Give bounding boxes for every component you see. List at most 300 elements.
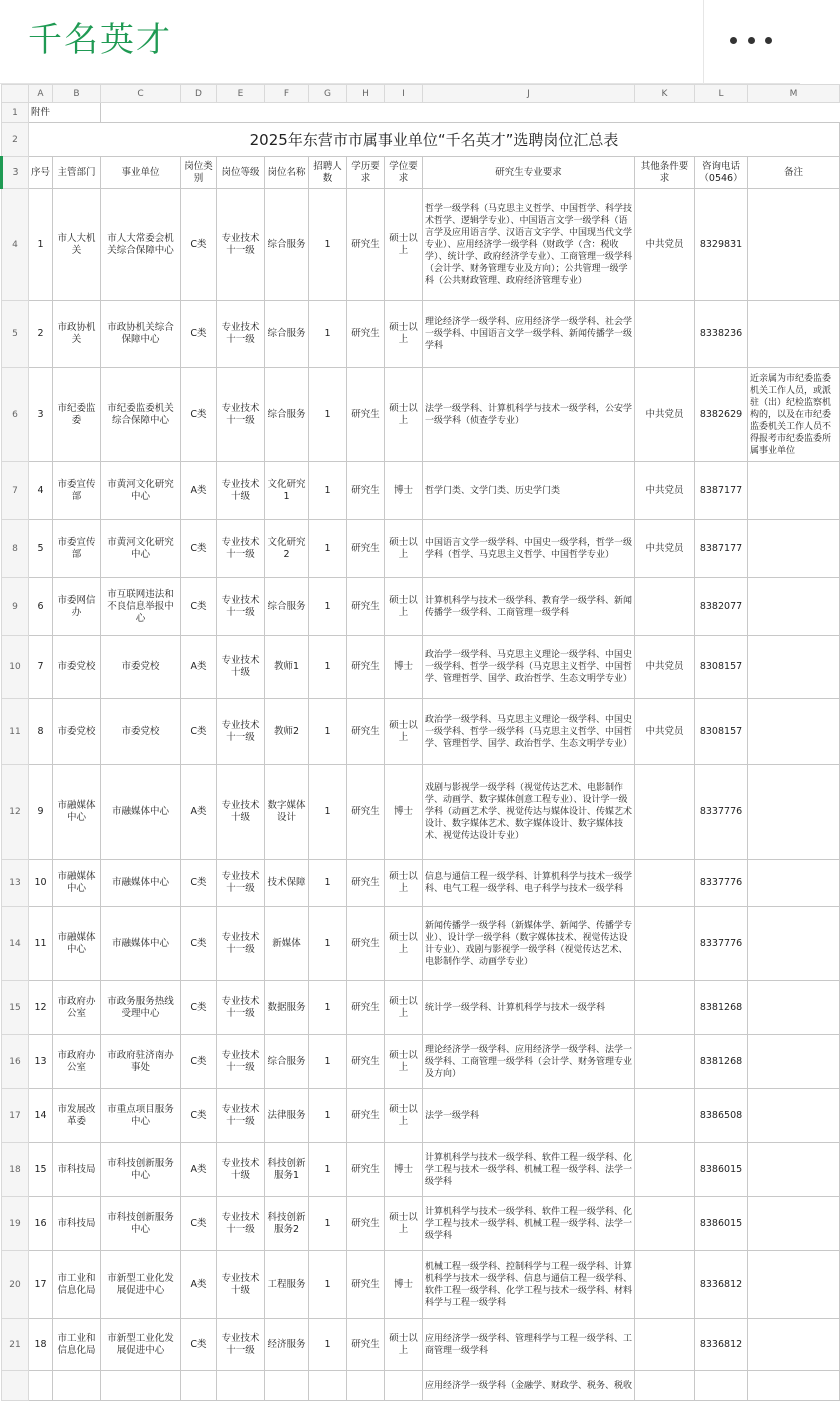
cell-note[interactable] — [748, 907, 840, 981]
cell-major[interactable]: 应用经济学一级学科（金融学、财政学、税务、税收 — [423, 1371, 635, 1401]
cell-note[interactable] — [748, 520, 840, 578]
cell-num[interactable]: 1 — [309, 1035, 347, 1089]
cell-other[interactable]: 中共党员 — [635, 699, 695, 765]
cell-phone[interactable]: 8387177 — [695, 462, 748, 520]
header-cell[interactable]: 事业单位 — [101, 157, 181, 189]
cell-unit[interactable]: 市黄河文化研究中心 — [101, 462, 181, 520]
cell-unit[interactable]: 市委党校 — [101, 699, 181, 765]
row-number[interactable]: 18 — [2, 1143, 29, 1197]
column-letter[interactable]: I — [385, 85, 423, 103]
column-letter[interactable]: F — [265, 85, 309, 103]
cell-other[interactable] — [635, 1371, 695, 1401]
cell-edu[interactable]: 研究生 — [347, 1143, 385, 1197]
cell-num[interactable]: 1 — [309, 981, 347, 1035]
cell-level[interactable]: 专业技术十一级 — [217, 907, 265, 981]
cell-cat[interactable]: A类 — [181, 462, 217, 520]
cell-cat[interactable]: C类 — [181, 907, 217, 981]
cell-num[interactable]: 1 — [309, 860, 347, 907]
cell-degree[interactable] — [385, 1371, 423, 1401]
cell-level[interactable]: 专业技术十一级 — [217, 1035, 265, 1089]
cell-no[interactable]: 13 — [29, 1035, 53, 1089]
cell-edu[interactable]: 研究生 — [347, 1251, 385, 1319]
header-cell[interactable]: 备注 — [748, 157, 840, 189]
cell-degree[interactable]: 硕士以上 — [385, 520, 423, 578]
cell-level[interactable]: 专业技术十一级 — [217, 981, 265, 1035]
cell-major[interactable]: 法学一级学科 — [423, 1089, 635, 1143]
cell-post[interactable]: 法律服务 — [265, 1089, 309, 1143]
cell-level[interactable]: 专业技术十级 — [217, 1251, 265, 1319]
cell-no[interactable]: 18 — [29, 1319, 53, 1371]
cell-other[interactable] — [635, 981, 695, 1035]
cell-other[interactable] — [635, 301, 695, 368]
cell-other[interactable] — [635, 578, 695, 636]
column-letter[interactable]: J — [423, 85, 635, 103]
cell-major[interactable]: 信息与通信工程一级学科、计算机科学与技术一级学科、电气工程一级学科、电子科学与技术一级学科 — [423, 860, 635, 907]
cell-no[interactable]: 2 — [29, 301, 53, 368]
header-cell[interactable]: 岗位类别 — [181, 157, 217, 189]
cell-post[interactable]: 科技创新服务2 — [265, 1197, 309, 1251]
cell-no[interactable]: 7 — [29, 636, 53, 699]
row-number[interactable]: 13 — [2, 860, 29, 907]
cell-no[interactable]: 17 — [29, 1251, 53, 1319]
column-letter[interactable]: H — [347, 85, 385, 103]
cell-no[interactable] — [29, 1371, 53, 1401]
cell-major[interactable]: 新闻传播学一级学科（新媒体学、新闻学、传播学专业）、设计学一级学科（数字媒体技术、视觉传达设计专业）、戏剧与影视学一级学科（视觉传达艺术、电影制作学、动画学专业） — [423, 907, 635, 981]
header-cell[interactable]: 主管部门 — [53, 157, 101, 189]
cell-major[interactable]: 政治学一级学科、马克思主义理论一级学科、中国史一级学科、哲学一级学科（马克思主义哲学、中国哲学、管理哲学、国学、政治哲学、生态文明学专业） — [423, 636, 635, 699]
cell-degree[interactable]: 硕士以上 — [385, 1197, 423, 1251]
cell-phone[interactable]: 8329831 — [695, 189, 748, 301]
cell-no[interactable]: 3 — [29, 368, 53, 462]
cell-degree[interactable]: 硕士以上 — [385, 301, 423, 368]
cell-other[interactable]: 中共党员 — [635, 189, 695, 301]
cell-phone[interactable]: 8336812 — [695, 1319, 748, 1371]
header-cell[interactable]: 岗位名称 — [265, 157, 309, 189]
cell-edu[interactable]: 研究生 — [347, 907, 385, 981]
cell-cat[interactable]: C类 — [181, 1197, 217, 1251]
column-letter[interactable]: K — [635, 85, 695, 103]
cell-cat[interactable]: C类 — [181, 699, 217, 765]
cell-major[interactable]: 计算机科学与技术一级学科、教育学一级学科、新闻传播学一级学科、工商管理一级学科 — [423, 578, 635, 636]
cell-dept[interactable]: 市委党校 — [53, 636, 101, 699]
cell-cat[interactable]: A类 — [181, 1251, 217, 1319]
cell-num[interactable]: 1 — [309, 301, 347, 368]
cell-other[interactable]: 中共党员 — [635, 368, 695, 462]
cell-level[interactable]: 专业技术十一级 — [217, 1319, 265, 1371]
cell-major[interactable]: 理论经济学一级学科、应用经济学一级学科、社会学一级学科、中国语言文学一级学科、新闻传播学一级学科 — [423, 301, 635, 368]
cell-degree[interactable]: 博士 — [385, 462, 423, 520]
cell-dept[interactable]: 市委宣传部 — [53, 520, 101, 578]
cell-degree[interactable]: 硕士以上 — [385, 368, 423, 462]
row-number[interactable]: 15 — [2, 981, 29, 1035]
cell-cat[interactable]: C类 — [181, 368, 217, 462]
cell-unit[interactable]: 市委党校 — [101, 636, 181, 699]
cell-phone[interactable]: 8386508 — [695, 1089, 748, 1143]
cell-cat[interactable]: C类 — [181, 860, 217, 907]
cell-cat[interactable]: C类 — [181, 301, 217, 368]
cell-unit[interactable]: 市纪委监委机关综合保障中心 — [101, 368, 181, 462]
cell-cat[interactable]: C类 — [181, 189, 217, 301]
cell-unit[interactable]: 市黄河文化研究中心 — [101, 520, 181, 578]
header-cell[interactable]: 学历要求 — [347, 157, 385, 189]
cell-cat[interactable]: A类 — [181, 1143, 217, 1197]
cell-unit[interactable]: 市科技创新服务中心 — [101, 1197, 181, 1251]
cell-num[interactable]: 1 — [309, 1251, 347, 1319]
cell-degree[interactable]: 博士 — [385, 1143, 423, 1197]
row-number[interactable]: 16 — [2, 1035, 29, 1089]
cell-level[interactable]: 专业技术十一级 — [217, 301, 265, 368]
cell-degree[interactable]: 硕士以上 — [385, 860, 423, 907]
cell-unit[interactable]: 市新型工业化发展促进中心 — [101, 1319, 181, 1371]
cell-level[interactable]: 专业技术十一级 — [217, 578, 265, 636]
cell-level[interactable]: 专业技术十级 — [217, 1143, 265, 1197]
row-number[interactable]: 11 — [2, 699, 29, 765]
cell-phone[interactable]: 8387177 — [695, 520, 748, 578]
cell-no[interactable]: 4 — [29, 462, 53, 520]
cell-edu[interactable]: 研究生 — [347, 636, 385, 699]
cell-unit[interactable]: 市政协机关综合保障中心 — [101, 301, 181, 368]
cell-major[interactable]: 哲学一级学科（马克思主义哲学、中国哲学、科学技术哲学、逻辑学专业）、中国语言文学一级学科（语言学及应用语言学、汉语言文字学、中国现当代文学专业）、应用经济学一级学科（财政学（含：税收学）、统计学、政府经济学专业）、工商管理一级学科（会计学、财务管理专业及方向）；公共管理一级学科（公共财政管理、政府经济管理专业） — [423, 189, 635, 301]
cell-dept[interactable]: 市工业和信息化局 — [53, 1251, 101, 1319]
cell-dept[interactable]: 市委宣传部 — [53, 462, 101, 520]
header-cell[interactable]: 招聘人数 — [309, 157, 347, 189]
cell-phone[interactable]: 8381268 — [695, 1035, 748, 1089]
cell-edu[interactable]: 研究生 — [347, 1197, 385, 1251]
cell-edu[interactable]: 研究生 — [347, 189, 385, 301]
cell-major[interactable]: 法学一级学科、计算机科学与技术一级学科，公安学一级学科（侦查学专业） — [423, 368, 635, 462]
cell-other[interactable]: 中共党员 — [635, 520, 695, 578]
cell-num[interactable]: 1 — [309, 520, 347, 578]
cell-post[interactable]: 文化研究2 — [265, 520, 309, 578]
cell-level[interactable]: 专业技术十级 — [217, 462, 265, 520]
cell-degree[interactable]: 硕士以上 — [385, 578, 423, 636]
cell-other[interactable] — [635, 907, 695, 981]
row-number[interactable]: 3 — [2, 157, 29, 189]
sheet-title[interactable]: 2025年东营市市属事业单位“千名英才”选聘岗位汇总表 — [29, 123, 840, 157]
cell-degree[interactable]: 硕士以上 — [385, 1035, 423, 1089]
cell-num[interactable]: 1 — [309, 765, 347, 860]
header-cell[interactable]: 学位要求 — [385, 157, 423, 189]
cell-dept[interactable]: 市融媒体中心 — [53, 860, 101, 907]
row-number[interactable] — [2, 1371, 29, 1401]
column-letter[interactable]: C — [101, 85, 181, 103]
cell-dept[interactable]: 市发展改革委 — [53, 1089, 101, 1143]
column-letter[interactable]: G — [309, 85, 347, 103]
cell-unit[interactable]: 市融媒体中心 — [101, 907, 181, 981]
cell-unit[interactable]: 市新型工业化发展促进中心 — [101, 1251, 181, 1319]
cell-other[interactable] — [635, 1197, 695, 1251]
cell-unit[interactable]: 市政府驻济南办事处 — [101, 1035, 181, 1089]
column-letter[interactable]: B — [53, 85, 101, 103]
cell-phone[interactable]: 8308157 — [695, 699, 748, 765]
cell-level[interactable]: 专业技术十一级 — [217, 860, 265, 907]
cell-edu[interactable] — [347, 1371, 385, 1401]
cell-num[interactable]: 1 — [309, 636, 347, 699]
cell-other[interactable] — [635, 1089, 695, 1143]
cell-edu[interactable]: 研究生 — [347, 1089, 385, 1143]
cell-cat[interactable] — [181, 1371, 217, 1401]
cell-no[interactable]: 15 — [29, 1143, 53, 1197]
cell-other[interactable] — [635, 1319, 695, 1371]
cell-note[interactable] — [748, 981, 840, 1035]
cell-dept[interactable]: 市科技局 — [53, 1197, 101, 1251]
cell-num[interactable]: 1 — [309, 1197, 347, 1251]
cell-unit[interactable]: 市政务服务热线受理中心 — [101, 981, 181, 1035]
row-number[interactable]: 5 — [2, 301, 29, 368]
cell-note[interactable] — [748, 699, 840, 765]
row-number[interactable]: 9 — [2, 578, 29, 636]
cell-num[interactable]: 1 — [309, 1089, 347, 1143]
cell-note[interactable] — [748, 1319, 840, 1371]
row-number[interactable]: 10 — [2, 636, 29, 699]
cell-other[interactable] — [635, 1143, 695, 1197]
cell-phone[interactable]: 8381268 — [695, 981, 748, 1035]
cell-dept[interactable]: 市政府办公室 — [53, 1035, 101, 1089]
cell-post[interactable]: 工程服务 — [265, 1251, 309, 1319]
header-cell[interactable]: 其他条件要求 — [635, 157, 695, 189]
header-cell[interactable]: 序号 — [29, 157, 53, 189]
cell-note[interactable] — [748, 462, 840, 520]
cell-no[interactable]: 5 — [29, 520, 53, 578]
cell-note[interactable] — [748, 636, 840, 699]
cell-edu[interactable]: 研究生 — [347, 765, 385, 860]
cell-note[interactable] — [748, 1251, 840, 1319]
header-cell[interactable]: 研究生专业要求 — [423, 157, 635, 189]
row-number[interactable]: 8 — [2, 520, 29, 578]
row-number[interactable]: 2 — [2, 123, 29, 157]
header-cell[interactable]: 岗位等级 — [217, 157, 265, 189]
cell-dept[interactable] — [53, 1371, 101, 1401]
cell-phone[interactable]: 8382077 — [695, 578, 748, 636]
cell-phone[interactable]: 8308157 — [695, 636, 748, 699]
cell-unit[interactable]: 市科技创新服务中心 — [101, 1143, 181, 1197]
cell-post[interactable]: 综合服务 — [265, 368, 309, 462]
cell-note[interactable] — [748, 765, 840, 860]
cell-post[interactable]: 数字媒体设计 — [265, 765, 309, 860]
cell-cat[interactable]: C类 — [181, 1089, 217, 1143]
column-letter[interactable]: M — [748, 85, 840, 103]
cell-num[interactable]: 1 — [309, 578, 347, 636]
row-number[interactable]: 21 — [2, 1319, 29, 1371]
cell-edu[interactable]: 研究生 — [347, 699, 385, 765]
row-number[interactable]: 20 — [2, 1251, 29, 1319]
cell-unit[interactable]: 市重点项目服务中心 — [101, 1089, 181, 1143]
cell-num[interactable] — [309, 1371, 347, 1401]
cell-cat[interactable]: C类 — [181, 520, 217, 578]
cell-num[interactable]: 1 — [309, 462, 347, 520]
cell-num[interactable]: 1 — [309, 189, 347, 301]
cell-cat[interactable]: A类 — [181, 765, 217, 860]
cell-edu[interactable]: 研究生 — [347, 462, 385, 520]
column-letter[interactable]: E — [217, 85, 265, 103]
column-letter[interactable]: L — [695, 85, 748, 103]
row-number[interactable]: 17 — [2, 1089, 29, 1143]
row-number[interactable]: 19 — [2, 1197, 29, 1251]
cell-post[interactable]: 文化研究1 — [265, 462, 309, 520]
cell-note[interactable] — [748, 860, 840, 907]
cell-major[interactable]: 统计学一级学科、计算机科学与技术一级学科 — [423, 981, 635, 1035]
cell-no[interactable]: 6 — [29, 578, 53, 636]
cell-level[interactable]: 专业技术十一级 — [217, 1089, 265, 1143]
cell-unit[interactable]: 市互联网违法和不良信息举报中心 — [101, 578, 181, 636]
cell-no[interactable]: 12 — [29, 981, 53, 1035]
cell-note[interactable] — [748, 1143, 840, 1197]
cell-major[interactable]: 理论经济学一级学科、应用经济学一级学科、法学一级学科、工商管理一级学科（会计学、财务管理专业及方向） — [423, 1035, 635, 1089]
cell-dept[interactable]: 市工业和信息化局 — [53, 1319, 101, 1371]
cell-dept[interactable]: 市委党校 — [53, 699, 101, 765]
cell-cat[interactable]: A类 — [181, 636, 217, 699]
column-letter[interactable]: D — [181, 85, 217, 103]
column-letter[interactable]: A — [29, 85, 53, 103]
cell-num[interactable]: 1 — [309, 907, 347, 981]
cell-dept[interactable]: 市人大机关 — [53, 189, 101, 301]
cell-other[interactable] — [635, 1251, 695, 1319]
cell-phone[interactable] — [695, 1371, 748, 1401]
attachment-label[interactable]: 附件 — [29, 103, 101, 123]
cell-note[interactable] — [748, 578, 840, 636]
cell-degree[interactable]: 博士 — [385, 636, 423, 699]
cell-other[interactable] — [635, 860, 695, 907]
cell-edu[interactable]: 研究生 — [347, 1035, 385, 1089]
cell-level[interactable]: 专业技术十一级 — [217, 520, 265, 578]
cell-cat[interactable]: C类 — [181, 578, 217, 636]
cell-post[interactable]: 教师2 — [265, 699, 309, 765]
cell-unit[interactable]: 市融媒体中心 — [101, 860, 181, 907]
cell-dept[interactable]: 市融媒体中心 — [53, 907, 101, 981]
cell-level[interactable]: 专业技术十一级 — [217, 189, 265, 301]
cell-num[interactable]: 1 — [309, 1143, 347, 1197]
cell-note[interactable]: 近亲属为市纪委监委机关工作人员，或派驻（出）纪检监察机构的，以及在市纪委监委机关工作人员不得报考市纪委监委所属事业单位 — [748, 368, 840, 462]
cell-unit[interactable]: 市融媒体中心 — [101, 765, 181, 860]
cell-major[interactable]: 戏剧与影视学一级学科（视觉传达艺术、电影制作学、动画学、数字媒体创意工程专业）、设计学一级学科（动画艺术学、视觉传达与媒体设计、传媒艺术设计、数字媒体艺术、数字媒体设计、数字媒体技术、视觉传达设计专业） — [423, 765, 635, 860]
cell-post[interactable]: 新媒体 — [265, 907, 309, 981]
more-options-button[interactable] — [722, 22, 780, 58]
cell-level[interactable]: 专业技术十一级 — [217, 699, 265, 765]
select-all-corner[interactable] — [2, 85, 29, 103]
cell-dept[interactable]: 市融媒体中心 — [53, 765, 101, 860]
cell-note[interactable] — [748, 1197, 840, 1251]
cell-edu[interactable]: 研究生 — [347, 860, 385, 907]
cell-degree[interactable]: 硕士以上 — [385, 1319, 423, 1371]
cell-no[interactable]: 8 — [29, 699, 53, 765]
cell-num[interactable]: 1 — [309, 368, 347, 462]
cell-edu[interactable]: 研究生 — [347, 368, 385, 462]
row-number[interactable]: 1 — [2, 103, 29, 123]
cell-major[interactable]: 计算机科学与技术一级学科、软件工程一级学科、化学工程与技术一级学科、机械工程一级学科、法学一级学科 — [423, 1143, 635, 1197]
cell-no[interactable]: 1 — [29, 189, 53, 301]
empty-cell[interactable] — [101, 103, 840, 123]
cell-post[interactable]: 综合服务 — [265, 578, 309, 636]
cell-other[interactable]: 中共党员 — [635, 636, 695, 699]
cell-degree[interactable]: 硕士以上 — [385, 699, 423, 765]
cell-degree[interactable]: 博士 — [385, 765, 423, 860]
cell-cat[interactable]: C类 — [181, 981, 217, 1035]
cell-degree[interactable]: 硕士以上 — [385, 1089, 423, 1143]
cell-degree[interactable]: 硕士以上 — [385, 981, 423, 1035]
cell-post[interactable]: 综合服务 — [265, 189, 309, 301]
cell-major[interactable]: 哲学门类、文学门类、历史学门类 — [423, 462, 635, 520]
cell-edu[interactable]: 研究生 — [347, 301, 385, 368]
cell-post[interactable]: 经济服务 — [265, 1319, 309, 1371]
cell-post[interactable] — [265, 1371, 309, 1401]
cell-other[interactable] — [635, 1035, 695, 1089]
cell-note[interactable] — [748, 1371, 840, 1401]
cell-dept[interactable]: 市委网信办 — [53, 578, 101, 636]
cell-note[interactable] — [748, 1035, 840, 1089]
cell-major[interactable]: 计算机科学与技术一级学科、软件工程一级学科、化学工程与技术一级学科、机械工程一级学科、法学一级学科 — [423, 1197, 635, 1251]
cell-no[interactable]: 10 — [29, 860, 53, 907]
cell-phone[interactable]: 8386015 — [695, 1197, 748, 1251]
row-number[interactable]: 4 — [2, 189, 29, 301]
cell-num[interactable]: 1 — [309, 1319, 347, 1371]
row-number[interactable]: 12 — [2, 765, 29, 860]
cell-note[interactable] — [748, 301, 840, 368]
cell-num[interactable]: 1 — [309, 699, 347, 765]
cell-dept[interactable]: 市科技局 — [53, 1143, 101, 1197]
cell-degree[interactable]: 硕士以上 — [385, 907, 423, 981]
cell-other[interactable] — [635, 765, 695, 860]
cell-post[interactable]: 技术保障 — [265, 860, 309, 907]
cell-no[interactable]: 9 — [29, 765, 53, 860]
cell-phone[interactable]: 8338236 — [695, 301, 748, 368]
cell-post[interactable]: 科技创新服务1 — [265, 1143, 309, 1197]
cell-cat[interactable]: C类 — [181, 1319, 217, 1371]
row-number[interactable]: 14 — [2, 907, 29, 981]
cell-major[interactable]: 中国语言文学一级学科、中国史一级学科，哲学一级学科（哲学、马克思主义哲学、中国哲学专业） — [423, 520, 635, 578]
cell-edu[interactable]: 研究生 — [347, 981, 385, 1035]
cell-level[interactable]: 专业技术十级 — [217, 765, 265, 860]
cell-dept[interactable]: 市政协机关 — [53, 301, 101, 368]
cell-degree[interactable]: 博士 — [385, 1251, 423, 1319]
cell-edu[interactable]: 研究生 — [347, 520, 385, 578]
cell-no[interactable]: 11 — [29, 907, 53, 981]
cell-major[interactable]: 机械工程一级学科、控制科学与工程一级学科、计算机科学与技术一级学科、信息与通信工程一级学科、软件工程一级学科、化学工程与技术一级学科、材料科学与工程一级学科 — [423, 1251, 635, 1319]
cell-level[interactable]: 专业技术十一级 — [217, 1197, 265, 1251]
cell-level[interactable]: 专业技术十一级 — [217, 368, 265, 462]
cell-post[interactable]: 综合服务 — [265, 1035, 309, 1089]
cell-other[interactable]: 中共党员 — [635, 462, 695, 520]
cell-cat[interactable]: C类 — [181, 1035, 217, 1089]
cell-level[interactable]: 专业技术十级 — [217, 636, 265, 699]
cell-dept[interactable]: 市纪委监委 — [53, 368, 101, 462]
cell-level[interactable] — [217, 1371, 265, 1401]
cell-edu[interactable]: 研究生 — [347, 578, 385, 636]
cell-phone[interactable]: 8337776 — [695, 907, 748, 981]
cell-degree[interactable]: 硕士以上 — [385, 189, 423, 301]
cell-phone[interactable]: 8386015 — [695, 1143, 748, 1197]
row-number[interactable]: 7 — [2, 462, 29, 520]
cell-post[interactable]: 综合服务 — [265, 301, 309, 368]
cell-post[interactable]: 数据服务 — [265, 981, 309, 1035]
cell-phone[interactable]: 8337776 — [695, 765, 748, 860]
spreadsheet-view[interactable] — [0, 84, 832, 1391]
row-number[interactable]: 6 — [2, 368, 29, 462]
cell-no[interactable]: 14 — [29, 1089, 53, 1143]
cell-unit[interactable] — [101, 1371, 181, 1401]
cell-unit[interactable]: 市人大常委会机关综合保障中心 — [101, 189, 181, 301]
cell-note[interactable] — [748, 1089, 840, 1143]
cell-note[interactable] — [748, 189, 840, 301]
cell-major[interactable]: 应用经济学一级学科、管理科学与工程一级学科、工商管理一级学科 — [423, 1319, 635, 1371]
cell-phone[interactable]: 8382629 — [695, 368, 748, 462]
cell-edu[interactable]: 研究生 — [347, 1319, 385, 1371]
cell-phone[interactable]: 8337776 — [695, 860, 748, 907]
cell-major[interactable]: 政治学一级学科、马克思主义理论一级学科、中国史一级学科、哲学一级学科（马克思主义哲学、中国哲学、管理哲学、国学、政治哲学、生态文明学专业） — [423, 699, 635, 765]
cell-no[interactable]: 16 — [29, 1197, 53, 1251]
cell-phone[interactable]: 8336812 — [695, 1251, 748, 1319]
cell-post[interactable]: 教师1 — [265, 636, 309, 699]
header-cell[interactable]: 咨询电话（0546） — [695, 157, 748, 189]
